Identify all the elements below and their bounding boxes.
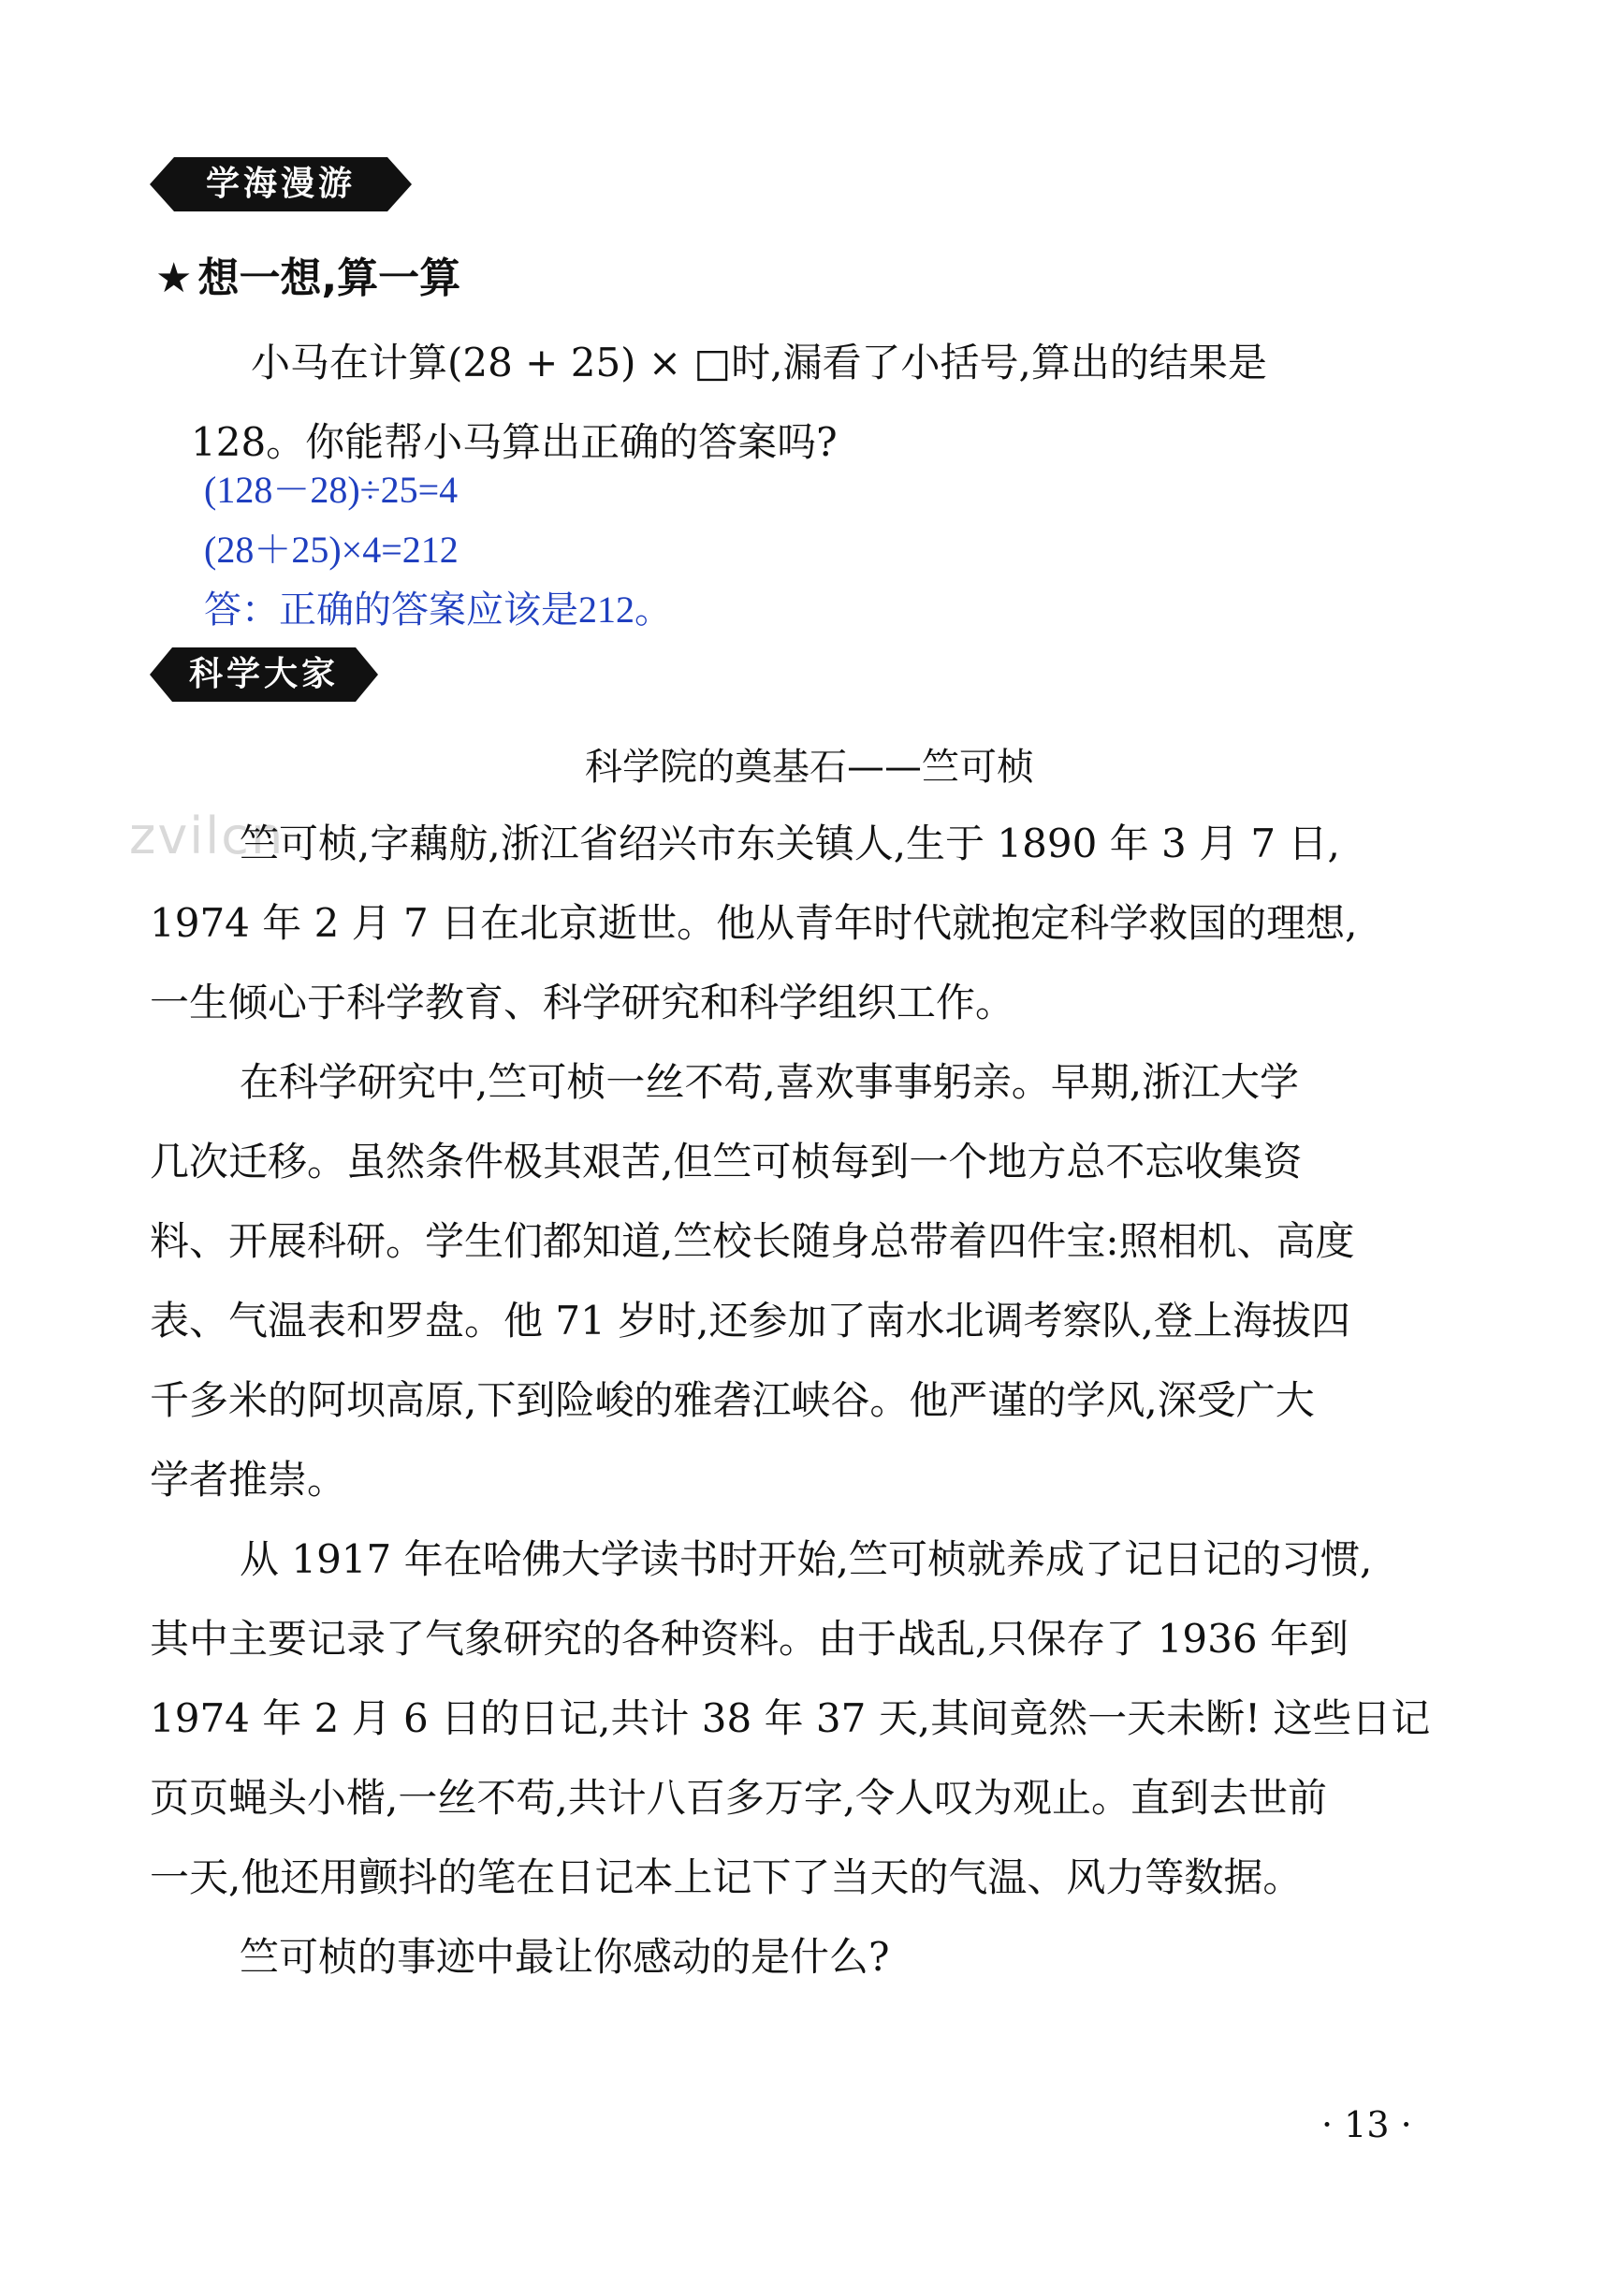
article-line: 千多米的阿坝高原,下到险峻的雅砻江峡谷。他严谨的学风,深受广大 (150, 1377, 1315, 1423)
section-banner-scientist (150, 647, 378, 702)
article-line: 在科学研究中,竺可桢一丝不苟,喜欢事事躬亲。早期,浙江大学 (240, 1059, 1300, 1105)
article-line: 从 1917 年在哈佛大学读书时开始,竺可桢就养成了记日记的习惯, (240, 1536, 1373, 1582)
exercise-heading-text: 想一想,算一算 (197, 254, 461, 302)
article-line: 几次迁移。虽然条件极其艰苦,但竺可桢每到一个地方总不忘收集资 (150, 1139, 1303, 1184)
page-number: · 13 · (1321, 2104, 1412, 2145)
answer-line: (128－28)÷25=4 (204, 469, 459, 511)
exercise-line: 小马在计算(28 + 25) × □时,漏看了小括号,算出的结果是 (251, 340, 1267, 385)
star-icon: ★ (155, 254, 193, 302)
article-line: 竺可桢的事迹中最让你感动的是什么? (240, 1934, 890, 1980)
article-line: 竺可桢,字藕舫,浙江省绍兴市东关镇人,生于 1890 年 3 月 7 日, (240, 821, 1340, 866)
article-line: 其中主要记录了气象研究的各种资料。由于战乱,只保存了 1936 年到 (150, 1616, 1349, 1662)
article-line: 1974 年 2 月 6 日的日记,共计 38 年 37 天,其间竟然一天未断! 这些日记 (150, 1695, 1431, 1741)
article-line: 一天,他还用颤抖的笔在日记本上记下了当天的气温、风力等数据。 (150, 1854, 1303, 1900)
article-line: 一生倾心于科学教育、科学研究和科学组织工作。 (150, 980, 1015, 1025)
section-banner-study (150, 157, 412, 211)
banner-label-scientist: 科学大家 (188, 655, 339, 693)
article-line: 页页蝇头小楷,一丝不苟,共计八百多万字,令人叹为观止。直到去世前 (150, 1775, 1328, 1821)
exercise-heading (155, 251, 460, 307)
article-line: 料、开展科研。学生们都知道,竺校长随身总带着四件宝:照相机、高度 (150, 1218, 1355, 1264)
article-line: 表、气温表和罗盘。他 71 岁时,还参加了南水北调考察队,登上海拔四 (150, 1298, 1350, 1344)
article-line: 学者推崇。 (150, 1457, 347, 1503)
article-title: 科学院的奠基石——竺可桢 (585, 746, 1034, 789)
answer-line: (28＋25)×4=212 (204, 529, 459, 571)
answer-line: 答：正确的答案应该是212。 (204, 589, 672, 631)
exercise-line: 128。你能帮小马算出正确的答案吗? (191, 419, 838, 465)
watermark: zvilcn (129, 807, 285, 865)
banner-label-study: 学海漫游 (205, 165, 356, 203)
article-line: 1974 年 2 月 7 日在北京逝世。他从青年时代就抱定科学救国的理想, (150, 900, 1358, 946)
